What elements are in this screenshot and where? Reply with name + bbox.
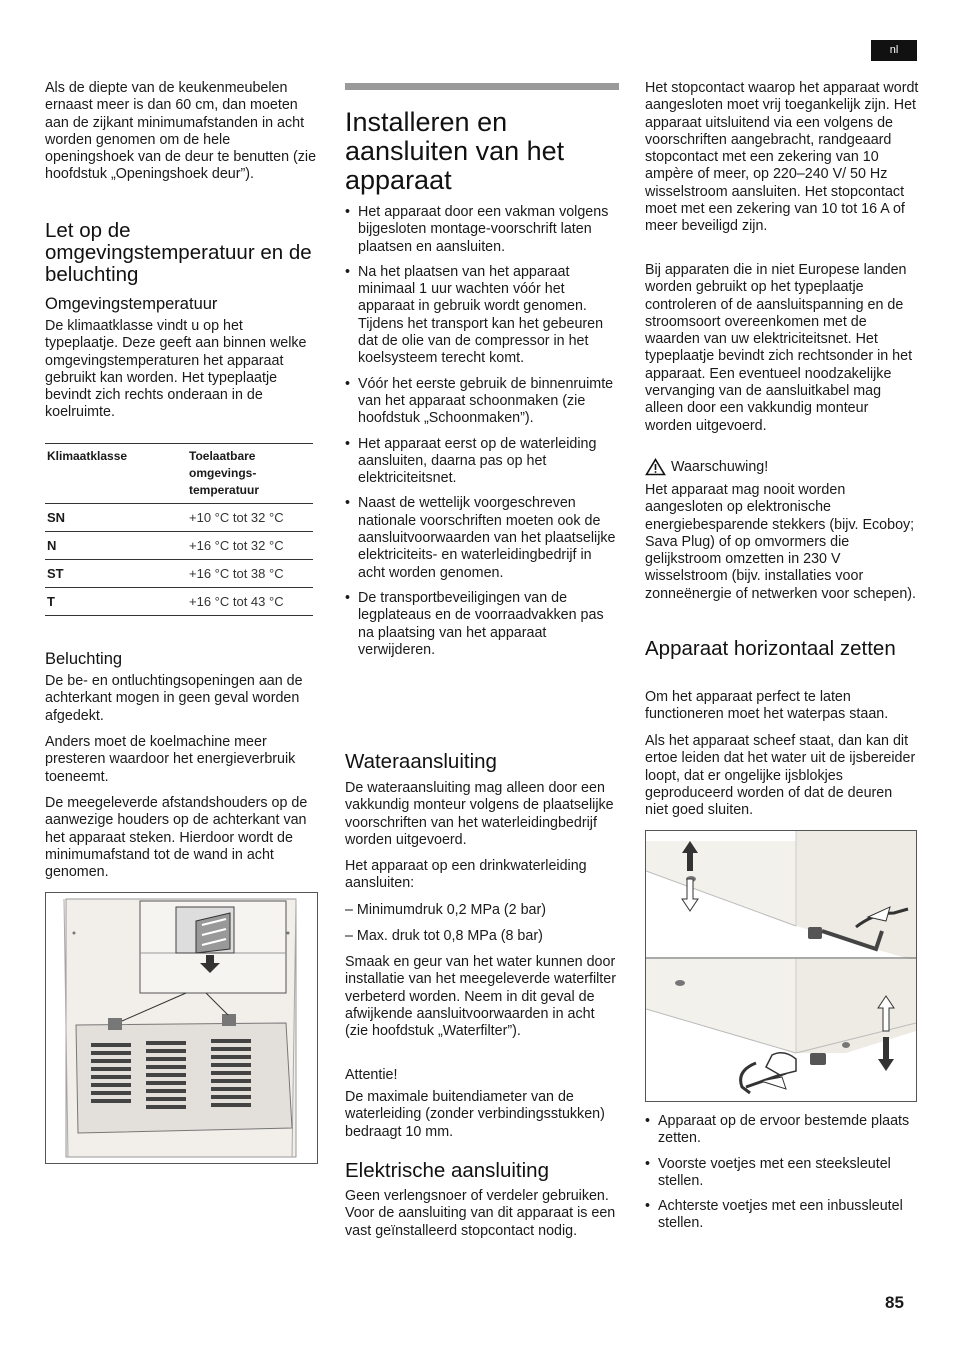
water-paragraph-2: Het apparaat op een drinkwaterleiding aansluiten: [345,858,587,892]
attention-label: Attentie! [345,1067,398,1083]
water-max-pressure: – Max. druk tot 0,8 MPa (8 bar) [345,928,543,944]
list-item: • Achterste voetjes met een inbussleutel stellen. [645,1198,919,1233]
leveling-feet-illustration [646,831,916,1101]
table-row [45,588,313,616]
section-title-leveling: Apparaat horizontaal zetten [645,637,896,660]
climate-class: SN [45,504,187,532]
intro-paragraph: Als de diepte van de keukenmeubelen ernaast meer is dan 60 cm, dan moeten aan de zijkant minimumafstanden in acht worden genomen om de hele openingshoek van de deur te benutten (zie hoofdstuk „Openingshoek deur”). [45,80,317,183]
list-item: • Apparaat op de ervoor bestemde plaats zetten. [645,1113,919,1148]
ambient-paragraph: De klimaatklasse vindt u op het typeplaatje. Deze geeft aan binnen welke omgevingstemperaturen het apparaat gebruikt kan worden. Het typeplaatje bevindt zich rechts onderaan in de koelruimte. [45,318,307,421]
list-item: • Na het plaatsen van het apparaat minimaal 1 uur wachten vóór het apparaat in gebruik wordt genomen. Tijdens het transport kan het gebeuren dat de olie van de compressor in het koelsysteem terecht komt. [345,264,619,368]
temperature-range: +16 °C tot 43 °C [187,588,313,616]
subsection-title-ambient: Omgevingstemperatuur [45,295,218,313]
water-paragraph-1: De wateraansluiting mag alleen door een vakkundig monteur volgens de plaatselijke voorschriften van het waterleidingbedrijf worden uitgevoerd. [345,780,614,848]
leveling-paragraph-2: Als het apparaat scheef staat, dan kan dit ertoe leiden dat het water uit de ijsbereider loopt, dat er ongelijke ijsblokjes geproduceerd worden of dat de deuren niet goed sluiten. [645,733,916,819]
section-title-water: Wateraansluiting [345,750,497,773]
list-item: • Het apparaat door een vakman volgens bijgesloten montage-voorschrift laten plaatsen en aansluiten. [345,204,619,256]
installation-bullet-list [345,204,619,667]
non-european-paragraph: Bij apparaten die in niet Europese landen worden gebruikt op het typeplaatje controleren of de aansluitspanning en de stroomsoort overeenkomen met de waarden van uw elektriciteitsnet. Het typeplaatje bevindt zich rechtsonder in het apparaat. Een eventueel noodzakelijke vervanging van de aansluitkabel mag alleen door een vakkundig monteur worden uitgevoerd. [645,262,913,434]
leveling-feet-figure [645,830,917,1102]
ventilation-paragraph-1: De be- en ontluchtingsopeningen aan de achterkant mogen in geen geval worden afgedekt. [45,673,303,724]
electrical-paragraph: Geen verlengsnoer of verdeler gebruiken. Voor de aansluiting van dit apparaat is een vast geïnstalleerd stopcontact nodig. [345,1188,616,1239]
ventilation-paragraph-3: De meegeleverde afstandshouders op de aanwezige houders op de achterkant van het apparaat steken. Hierdoor wordt de minimumafstand tot de wand in acht genomen. [45,795,308,881]
temperature-range: +16 °C tot 32 °C [187,532,313,560]
water-min-pressure: – Minimumdruk 0,2 MPa (2 bar) [345,902,547,918]
language-tag: nl [871,40,917,61]
socket-paragraph: Het stopcontact waarop het apparaat wordt aangesloten moet vrij toegankelijk zijn. Het apparaat uitsluitend via een volgens de voorschriften aangebracht, randgeaard stopcontact met een zekering van 10 ampère of meer, op 220–240 V/ 50 Hz wisselstroom aansluiten. Het stopcontact moet met een zekering van 10 tot 16 A of meer beveiligd zijn. [645,80,919,235]
table-header-class: Klimaatklasse [45,444,187,504]
page-title: Installeren en aansluiten van het apparaat [345,107,565,195]
climate-class-table [45,443,313,616]
leveling-paragraph-1: Om het apparaat perfect te laten functioneren moet het waterpas staan. [645,689,889,723]
warning-triangle-icon [645,458,666,476]
section-title-electrical: Elektrische aansluiting [345,1159,549,1182]
list-item: • Naast de wettelijk voorgeschreven nationale voorschriften moeten ook de aansluitvoorwaarden van het plaatselijke elektriciteits- en waterleidingbedrijf in acht worden genomen. [345,495,619,581]
table-header-temp: Toelaatbare omgevings-temperatuur [187,444,313,504]
warning-label: Waarschuwing! [671,458,769,475]
warning-heading [645,458,768,476]
subsection-title-ventilation: Beluchting [45,650,123,668]
section-title-temperature: Let op de omgevingstemperatuur en de beluchting [45,219,312,286]
section-divider-bar [345,83,619,90]
table-row [45,504,313,532]
table-row [45,532,313,560]
climate-class: T [45,588,187,616]
list-item: • De transportbeveiligingen van de legplateaus en de voorraadvakken pas na plaatsing van het apparaat verwijderen. [345,590,619,659]
leveling-bullet-list [645,1113,919,1241]
ventilation-paragraph-2: Anders moet de koelmachine meer presteren waardoor het energieverbruik toeneemt. [45,734,296,785]
rear-appliance-illustration [46,893,317,1163]
water-paragraph-3: Smaak en geur van het water kunnen door installatie van het meegeleverde waterfilter verbeterd worden. Neem in dit geval de afwijkende aansluitvoorwaarden in acht (zie hoofdstuk „Waterfilter”). [345,954,616,1040]
list-item: • Vóór het eerste gebruik de binnenruimte van het apparaat schoonmaken (zie hoofdstuk „Schoonmaken”). [345,376,619,428]
table-row [45,560,313,588]
page-number: 85 [885,1293,904,1312]
climate-class: ST [45,560,187,588]
temperature-range: +10 °C tot 32 °C [187,504,313,532]
list-item: • Voorste voetjes met een steeksleutel stellen. [645,1156,919,1191]
climate-class: N [45,532,187,560]
warning-text: Het apparaat mag nooit worden aangesloten op elektronische energiebesparende stekkers (bijv. Ecoboy; Sava Plug) of op omvormers die gelijkstroom omzetten in 230 V wisselstroom (bijv. installaties voor zonneënergie of netwerken voor schepen). [645,482,917,602]
rear-ventilation-figure [45,892,318,1164]
table-header-row [45,444,313,504]
attention-text: De maximale buitendiameter van de waterleiding (zonder verbindingsstukken) bedraagt 10 mm. [345,1089,605,1140]
temperature-range: +16 °C tot 38 °C [187,560,313,588]
list-item: • Het apparaat eerst op de waterleiding aansluiten, daarna pas op het elektriciteitsnet. [345,436,619,488]
